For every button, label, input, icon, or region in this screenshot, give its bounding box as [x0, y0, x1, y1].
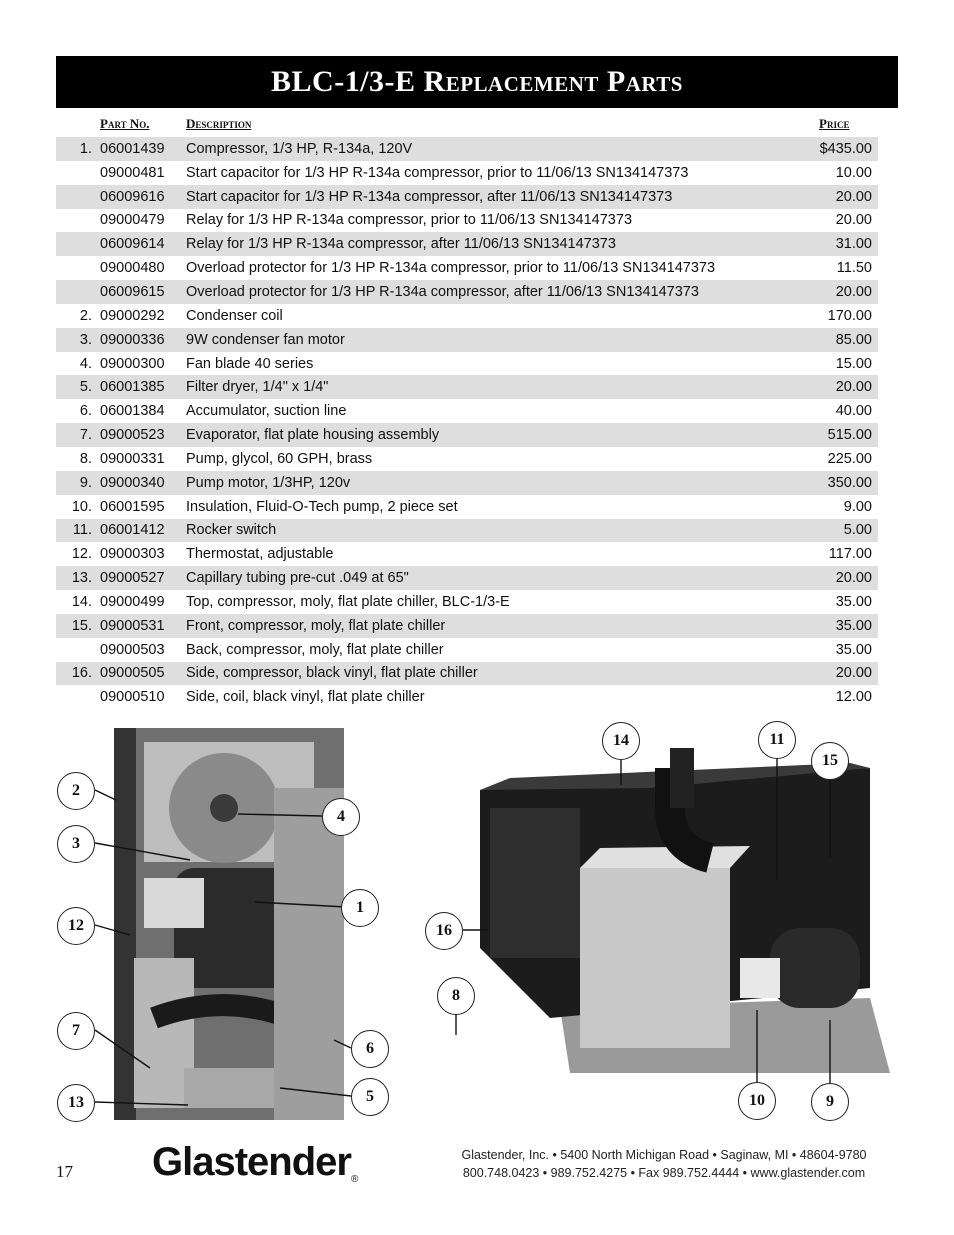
- part-price: 85.00: [772, 328, 878, 352]
- part-price: 12.00: [835, 689, 872, 706]
- part-number: 09000292: [100, 307, 165, 324]
- callout-badge: 8: [437, 977, 475, 1015]
- part-number: 06001385: [100, 375, 186, 399]
- callout-badge: 12: [57, 907, 95, 945]
- part-description: Overload protector for 1/3 HP R-134a compressor, prior to 11/06/13 SN134147373: [186, 260, 716, 277]
- item-number: 12.: [71, 546, 92, 563]
- part-number: 06001439: [100, 137, 186, 161]
- part-description: Accumulator, suction line: [186, 403, 347, 420]
- part-price: 117.00: [828, 546, 872, 563]
- col-part-no: Part No.: [100, 116, 150, 131]
- part-price: 11.50: [836, 260, 872, 277]
- part-description: Relay for 1/3 HP R-134a compressor, after 11/06/13 SN134147373: [186, 232, 772, 256]
- part-price: 40.00: [835, 403, 872, 420]
- part-price: 5.00: [772, 519, 878, 543]
- part-price: 350.00: [772, 471, 878, 495]
- part-price: $435.00: [772, 137, 878, 161]
- part-description: Compressor, 1/3 HP, R-134a, 120V: [186, 137, 772, 161]
- callout-badge: 1: [341, 889, 379, 927]
- page-title: BLC-1/3-E Replacement Parts: [56, 56, 898, 108]
- part-price: 20.00: [835, 212, 872, 229]
- part-number: 09000481: [100, 164, 165, 181]
- part-number: 09000527: [100, 566, 186, 590]
- part-number: 09000499: [100, 593, 165, 610]
- part-price: 20.00: [772, 185, 878, 209]
- part-price: 35.00: [835, 641, 872, 658]
- part-number: 06001412: [100, 519, 186, 543]
- part-price: 15.00: [835, 355, 872, 372]
- part-number: 09000503: [100, 641, 165, 658]
- part-description: Evaporator, flat plate housing assembly: [186, 423, 772, 447]
- item-number: 13.: [56, 566, 100, 590]
- part-description: Insulation, Fluid-O-Tech pump, 2 piece set: [186, 498, 458, 515]
- col-description: Description: [186, 116, 252, 131]
- item-number: 1.: [56, 137, 100, 161]
- part-number: 09000303: [100, 546, 165, 563]
- part-price: 515.00: [772, 423, 878, 447]
- part-description: Side, compressor, black vinyl, flat plate chiller: [186, 662, 772, 686]
- callout-badge: 13: [57, 1084, 95, 1122]
- part-description: Filter dryer, 1/4" x 1/4": [186, 375, 772, 399]
- item-number: 8.: [79, 450, 92, 467]
- callout-badge: 15: [811, 742, 849, 780]
- callout-badge: 4: [322, 798, 360, 836]
- part-price: 9.00: [843, 498, 872, 515]
- part-description: Side, coil, black vinyl, flat plate chiller: [186, 689, 425, 706]
- part-price: 31.00: [772, 232, 878, 256]
- part-price: 35.00: [835, 593, 872, 610]
- item-number: 4.: [79, 355, 92, 372]
- part-number: 06001595: [100, 498, 165, 515]
- callout-badge: 2: [57, 772, 95, 810]
- part-description: Rocker switch: [186, 519, 772, 543]
- part-description: Start capacitor for 1/3 HP R-134a compressor, after 11/06/13 SN134147373: [186, 185, 772, 209]
- part-number: 09000510: [100, 689, 165, 706]
- part-number: 09000336: [100, 328, 186, 352]
- part-number: 09000331: [100, 450, 165, 467]
- part-description: Front, compressor, moly, flat plate chiller: [186, 614, 772, 638]
- callout-badge: 5: [351, 1078, 389, 1116]
- part-number: 09000340: [100, 471, 186, 495]
- part-price: 20.00: [772, 566, 878, 590]
- item-number: 9.: [56, 471, 100, 495]
- part-number: 09000480: [100, 260, 165, 277]
- part-description: Start capacitor for 1/3 HP R-134a compressor, prior to 11/06/13 SN134147373: [186, 164, 689, 181]
- part-price: 20.00: [772, 375, 878, 399]
- callout-badge: 9: [811, 1083, 849, 1121]
- item-number: 11.: [56, 519, 100, 543]
- part-description: Capillary tubing pre-cut .049 at 65": [186, 566, 772, 590]
- part-number: 09000300: [100, 355, 165, 372]
- part-number: 06009615: [100, 280, 186, 304]
- item-number: 14.: [71, 593, 92, 610]
- part-number: 09000531: [100, 614, 186, 638]
- item-number: 2.: [79, 307, 92, 324]
- callout-badge: 16: [425, 912, 463, 950]
- item-number: 15.: [56, 614, 100, 638]
- part-number: 09000523: [100, 423, 186, 447]
- part-description: Pump motor, 1/3HP, 120v: [186, 471, 772, 495]
- footer-contact: 800.748.0423 • 989.752.4275 • Fax 989.752.4444 • www.glastender.com: [462, 1166, 866, 1180]
- callout-badge: 6: [351, 1030, 389, 1068]
- part-price: 225.00: [827, 450, 872, 467]
- callout-badge: 10: [738, 1082, 776, 1120]
- part-price: 10.00: [835, 164, 872, 181]
- callout-badge: 11: [758, 721, 796, 759]
- part-description: Condenser coil: [186, 307, 283, 324]
- part-description: Back, compressor, moly, flat plate chiller: [186, 641, 444, 658]
- part-number: 06009614: [100, 232, 186, 256]
- item-number: 3.: [56, 328, 100, 352]
- part-description: Thermostat, adjustable: [186, 546, 334, 563]
- glastender-logo: Glastender®: [152, 1140, 358, 1185]
- col-price: Price: [819, 116, 850, 131]
- item-number: 16.: [56, 662, 100, 686]
- callout-badge: 3: [57, 825, 95, 863]
- part-price: 35.00: [772, 614, 878, 638]
- part-number: 06009616: [100, 185, 186, 209]
- item-number: 6.: [79, 403, 92, 420]
- part-price: 20.00: [772, 280, 878, 304]
- footer-address: Glastender, Inc. • 5400 North Michigan Road • Saginaw, MI • 48604-9780: [461, 1148, 867, 1162]
- callout-badge: 14: [602, 722, 640, 760]
- page-number: 17: [56, 1162, 73, 1181]
- part-description: Pump, glycol, 60 GPH, brass: [186, 450, 373, 467]
- part-description: Overload protector for 1/3 HP R-134a compressor, after 11/06/13 SN134147373: [186, 280, 772, 304]
- item-number: 7.: [56, 423, 100, 447]
- part-number: 09000505: [100, 662, 186, 686]
- part-price: 170.00: [827, 307, 872, 324]
- part-description: Fan blade 40 series: [186, 355, 314, 372]
- part-number: 09000479: [100, 212, 165, 229]
- part-description: Relay for 1/3 HP R-134a compressor, prior to 11/06/13 SN134147373: [186, 212, 633, 229]
- part-description: 9W condenser fan motor: [186, 328, 772, 352]
- part-price: 20.00: [772, 662, 878, 686]
- callout-badge: 7: [57, 1012, 95, 1050]
- part-number: 06001384: [100, 403, 165, 420]
- item-number: 5.: [56, 375, 100, 399]
- item-number: 10.: [71, 498, 92, 515]
- part-description: Top, compressor, moly, flat plate chiller, BLC-1/3-E: [186, 593, 510, 610]
